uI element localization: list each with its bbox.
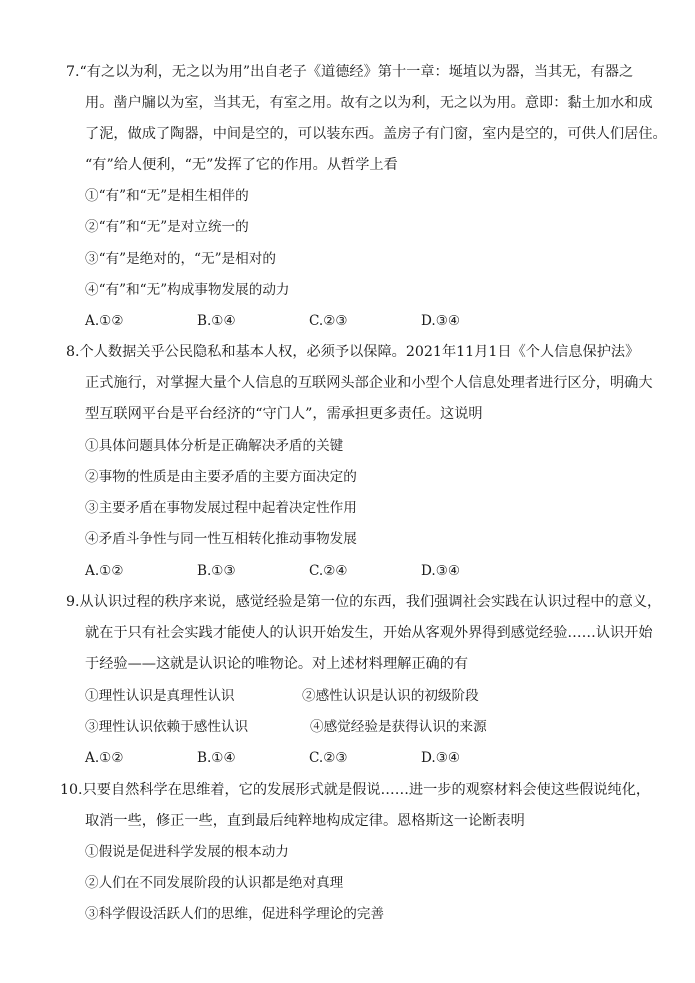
question-8-line-2: 正式施行，对掌握大量个人信息的互联网头部企业和小型个人信息处理者进行区分，明确大: [85, 375, 653, 391]
question-9-option-1: ①理性认识是真理性认识: [85, 688, 235, 704]
question-10-line-1: 10.只要自然科学在思维着，它的发展形式就是假说……进一步的观察材料会使这些假说纯化，: [60, 782, 651, 798]
question-7-option-4: ④“有”和“无”构成事物发展的动力: [85, 282, 290, 298]
question-9-option-3: ③理性认识依赖于感性认识: [85, 719, 249, 735]
question-7-line-4: “有”给人便利，“无”发挥了它的作用。从哲学上看: [85, 157, 398, 173]
question-10-option-2: ②人们在不同发展阶段的认识都是绝对真理: [85, 875, 344, 891]
answer-b: B.①④: [197, 750, 236, 766]
answer-c: C.②③: [309, 750, 348, 766]
question-9-line-3: 于经验——这就是认识论的唯物论。对上述材料理解正确的有: [85, 656, 469, 672]
question-7-line-1: 7.“有之以为利，无之以为用”出自老子《道德经》第十一章：埏埴以为器，当其无，有器之: [66, 64, 634, 80]
answer-d: D.③④: [421, 313, 461, 329]
question-7-option-2: ②“有”和“无”是对立统一的: [85, 219, 249, 235]
question-7-option-1: ①“有”和“无”是相生相伴的: [85, 188, 249, 204]
answer-c: C.②③: [309, 313, 348, 329]
answer-b: B.①③: [197, 563, 236, 579]
question-7-line-3: 了泥，做成了陶器，中间是空的，可以装东西。盖房子有门窗，室内是空的，可供人们居住。: [85, 126, 667, 142]
question-7-line-2: 用。凿户牖以为室，当其无，有室之用。故有之以为利，无之以为用。意即：黏土加水和成: [85, 95, 653, 111]
answer-d: D.③④: [421, 750, 461, 766]
question-8-option-2: ②事物的性质是由主要矛盾的主要方面决定的: [85, 469, 357, 485]
question-8-answers: [85, 561, 505, 581]
question-7-answers: [85, 311, 505, 331]
question-8-option-1: ①具体问题具体分析是正确解决矛盾的关键: [85, 438, 344, 454]
question-10-line-2: 取消一些，修正一些，直到最后纯粹地构成定律。恩格斯这一论断表明: [85, 813, 525, 829]
answer-a: A.①②: [85, 563, 124, 579]
question-10-option-1: ①假说是促进科学发展的根本动力: [85, 844, 289, 860]
question-8-line-1: 8.个人数据关乎公民隐私和基本人权，必须予以保障。2021年11月1日《个人信息保护法》: [66, 344, 640, 360]
question-9-option-2: ②感性认识是认识的初级阶段: [302, 688, 479, 704]
question-9-line-1: 9.从认识过程的秩序来说，感觉经验是第一位的东西，我们强调社会实践在认识过程中的意义，: [66, 594, 662, 610]
answer-a: A.①②: [85, 750, 124, 766]
question-8-option-3: ③主要矛盾在事物发展过程中起着决定性作用: [85, 500, 357, 516]
answer-b: B.①④: [197, 313, 236, 329]
question-8-option-4: ④矛盾斗争性与同一性互相转化推动事物发展: [85, 531, 357, 547]
question-9-answers: [85, 748, 505, 768]
question-10-option-3: ③科学假设活跃人们的思维，促进科学理论的完善: [85, 906, 385, 922]
question-8-line-3: 型互联网平台是平台经济的“守门人”，需承担更多责任。这说明: [85, 406, 483, 422]
answer-a: A.①②: [85, 313, 124, 329]
question-9-line-2: 就在于只有社会实践才能使人的认识开始发生，开始从客观外界得到感觉经验……认识开始: [85, 625, 653, 641]
answer-c: C.②④: [309, 563, 348, 579]
answer-d: D.③④: [421, 563, 461, 579]
question-9-option-4: ④感觉经验是获得认识的来源: [310, 719, 487, 735]
question-7-option-3: ③“有”是绝对的，“无”是相对的: [85, 251, 276, 267]
